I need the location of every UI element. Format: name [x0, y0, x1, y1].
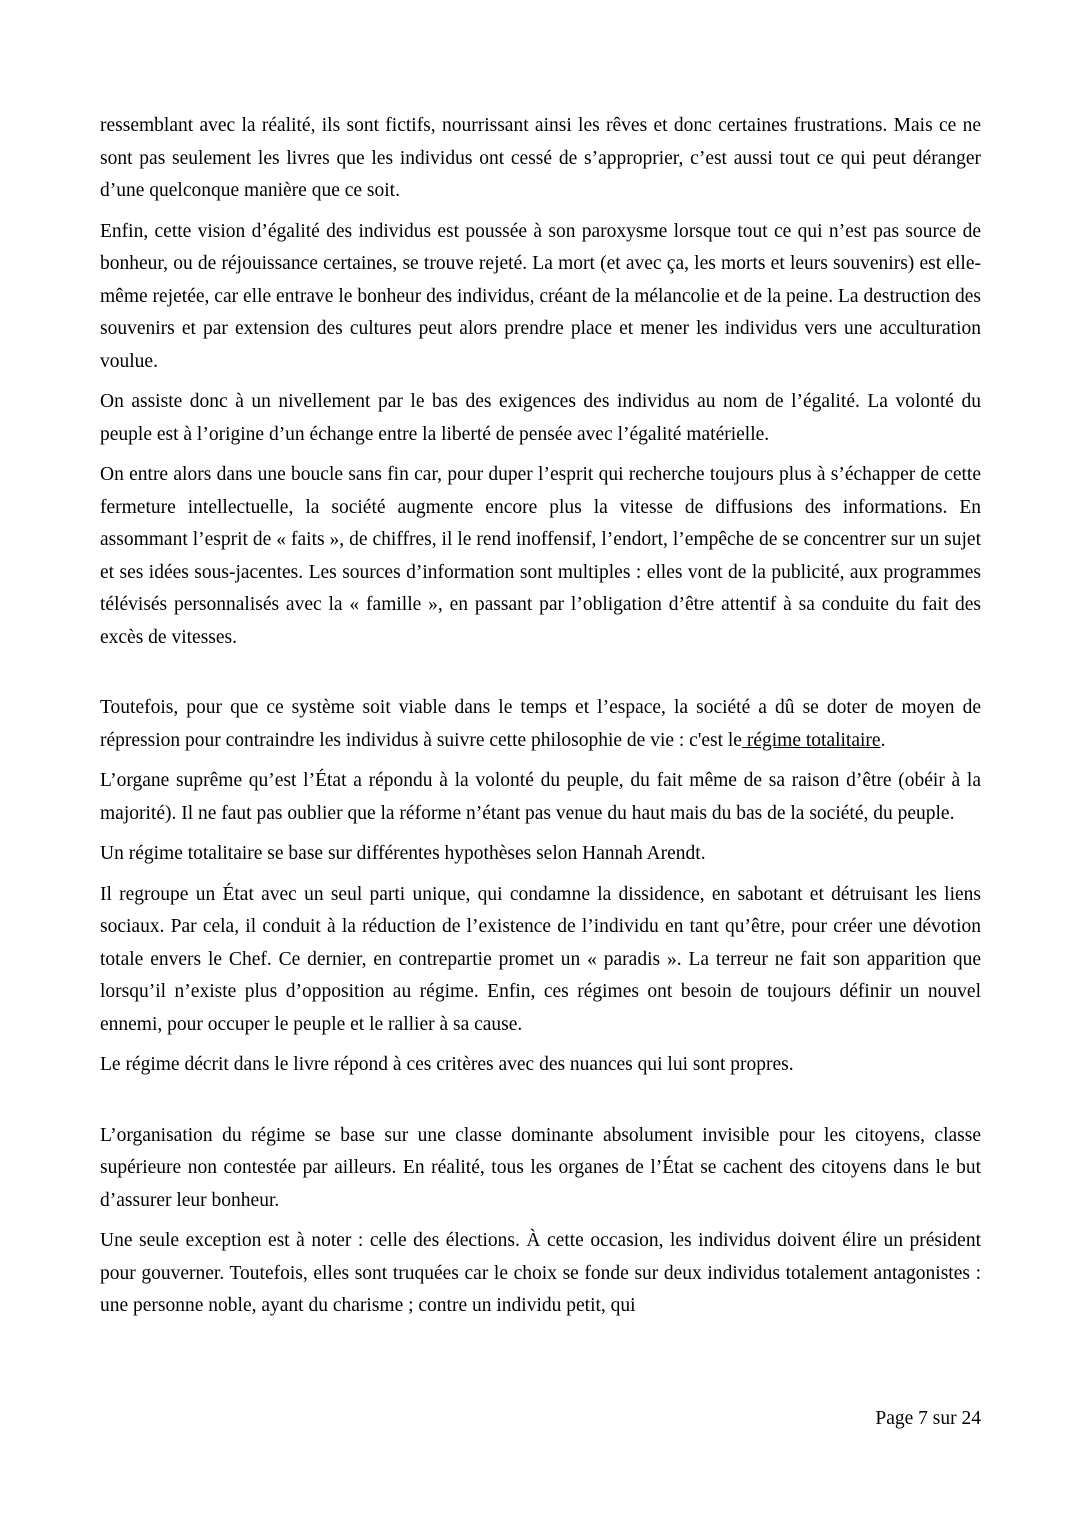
page-number: Page 7 sur 24 — [875, 1408, 981, 1429]
paragraph: Enfin, cette vision d’égalité des individus est poussée à son paroxysme lorsque tout ce qui n’est pas source de bonheur, ou de réjouissance certaines, se trouve rejeté. La mort (et avec ça, les morts et leurs souvenirs) est elle-même rejetée, car elle entrave le bonheur des individus, créant de la mélancolie et de la peine. La destruction des souvenirs et par extension des cultures peut alors prendre place et mener les individus vers une acculturation voulue. — [100, 220, 981, 372]
paragraph: L’organe suprême qu’est l’État a répondu à la volonté du peuple, du fait même de sa raison d’être (obéir à la majorité). Il ne faut pas oublier que la réforme n’étant pas venue du haut mais du bas de la société, du peuple. — [100, 770, 981, 824]
paragraph — [100, 692, 981, 757]
paragraph-text: Toutefois, pour que ce système soit viable dans le temps et l’espace, la société a dû se doter de moyen de répression pour contraindre les individus à suivre cette philosophie de vie : c'est le — [100, 697, 981, 751]
paragraph: Un régime totalitaire se base sur différentes hypothèses selon Hannah Arendt. — [100, 843, 706, 864]
paragraph: Le régime décrit dans le livre répond à ces critères avec des nuances qui lui sont propres. — [100, 1054, 794, 1075]
paragraph-text: . — [880, 729, 886, 751]
paragraph: L’organisation du régime se base sur une classe dominante absolument invisible pour les citoyens, classe supérieure non contestée par ailleurs. En réalité, tous les organes de l’État se cachent des citoyens dans le but d’assurer leur bonheur. — [100, 1124, 981, 1211]
paragraph: Une seule exception est à noter : celle des élections. À cette occasion, les individus doivent élire un président pour gouverner. Toutefois, elles sont truquées car le choix se fonde sur deux individus totalement antagonistes : une personne noble, ayant du charisme ; contre un individu petit, qui — [100, 1230, 981, 1316]
paragraph: On entre alors dans une boucle sans fin car, pour duper l’esprit qui recherche toujours plus à s’échapper de cette fermeture intellectuelle, la société augmente encore plus la vitesse de diffusions des informations. En assommant l’esprit de « faits », de chiffres, il le rend inoffensif, l’endort, l’empêche de se concentrer sur un sujet et ses idées sous-jacentes. Les sources d’information sont multiples : elles vont de la publicité, aux programmes télévisés personnalisés avec la « famille », en passant par l’obligation d’être attentif à sa conduite du fait des excès de vitesses. — [100, 464, 981, 648]
paragraph: Il regroupe un État avec un seul parti unique, qui condamne la dissidence, en sabotant et détruisant les liens sociaux. Par cela, il conduit à la réduction de l’existence de l’individu en tant qu’être, pour créer une dévotion totale envers le Chef. Ce dernier, en contrepartie promet un « paradis ». La terreur ne fait son apparition que lorsqu’il n’existe plus d’opposition au régime. Enfin, ces régimes ont besoin de toujours définir un nouvel ennemi, pour occuper le peuple et le rallier à sa cause. — [100, 883, 981, 1035]
underlined-text: régime totalitaire — [741, 729, 881, 751]
paragraph: ressemblant avec la réalité, ils sont fictifs, nourrissant ainsi les rêves et donc certaines frustrations. Mais ce ne sont pas seulement les livres que les individus ont cessé de s’approprier, c’est aussi tout ce qui peut déranger d’une quelconque manière que ce soit. — [100, 115, 981, 201]
paragraph: On assiste donc à un nivellement par le bas des exigences des individus au nom de l’égalité. La volonté du peuple est à l’origine d’un échange entre la liberté de pensée avec l’égalité matérielle. — [100, 391, 981, 445]
